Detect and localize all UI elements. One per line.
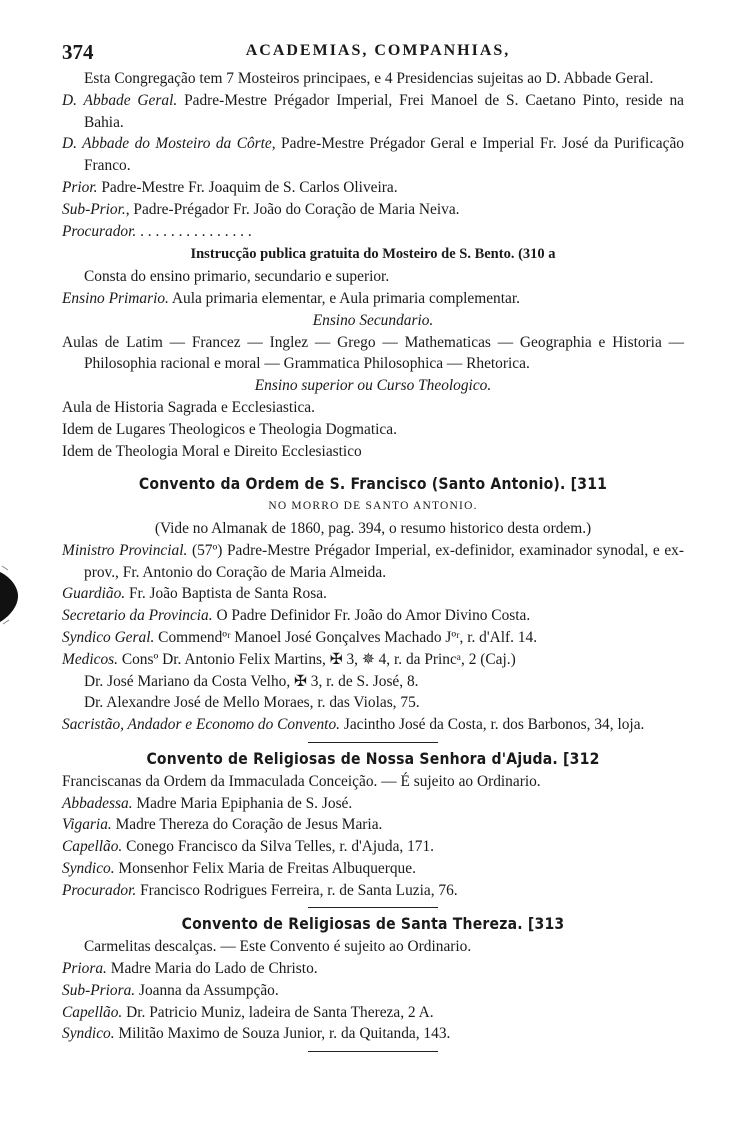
entry-text: Francisco Rodrigues Ferreira, r. de Santa Luzia, 76. [136, 881, 458, 899]
entry-priora [62, 958, 684, 980]
entry-sacristao [62, 714, 684, 736]
entry-text: Aula primaria elementar, e Aula primaria complementar. [168, 289, 520, 307]
section-subheading-morro: NO MORRO DE SANTO ANTONIO. [268, 500, 478, 513]
entry-text: Monsenhor Felix Maria de Freitas Albuquerque. [114, 859, 416, 877]
entry-capellao-thereza [62, 1002, 684, 1024]
entry-text: Madre Maria do Lado de Christo. [106, 960, 318, 978]
entry-label: D. Abbade Geral. [62, 91, 178, 109]
entry-label: Procurador. [62, 222, 137, 240]
entry-prior [62, 177, 684, 199]
section-heading-santa-thereza: Convento de Religiosas de Santa Thereza. [313 [181, 915, 565, 934]
page-body [62, 68, 684, 1058]
entry-vigaria [62, 814, 684, 836]
entry-label: Prior. [62, 178, 98, 196]
entry-label: Abbadessa. [62, 794, 133, 812]
entry-label: Medicos. [62, 650, 118, 668]
aula-lugares: Idem de Lugares Theologicos e Theologia Dogmatica. [62, 420, 397, 438]
ensino-intro: Consta do ensino primario, secundario e superior. [84, 268, 390, 286]
entry-text: (57º) Padre-Mestre Prégador Imperial, ex-definidor, examinador synodal, e ex-prov., Fr. Antonio do Coração de Maria Almeida. [84, 541, 684, 581]
entry-text: , Padre-Prégador Fr. João do Coração de Maria Neiva. [125, 200, 460, 218]
entry-text: Padre-Mestre Prégador Geral e Imperial Fr. José da Purificação Franco. [84, 135, 684, 175]
entry-procurador-ajuda [62, 880, 684, 902]
entry-text: Joanna da Assumpção. [135, 981, 279, 999]
entry-abbade-corte [62, 133, 684, 177]
entry-procurador [62, 221, 684, 243]
entry-text: Dr. Patricio Muniz, ladeira de Santa Thereza, 2 A. [122, 1003, 434, 1021]
entry-capellao-ajuda [62, 836, 684, 858]
section-heading-ajuda: Convento de Religiosas de Nossa Senhora d'Ajuda. [312 [146, 749, 600, 768]
entry-label: Vigaria. [62, 816, 112, 834]
entry-secretario [62, 605, 684, 627]
entry-label: Capellão. [62, 1003, 123, 1021]
entry-abbadessa [62, 793, 684, 815]
entry-text: Commendºʳ Manoel José Gonçalves Machado Jºʳ, r. d'Alf. 14. [154, 628, 538, 646]
binding-mark-icon [0, 562, 20, 628]
entry-label: Sacristão, Andador e Economo do Convento. [62, 716, 341, 734]
entry-label: Syndico Geral. [62, 628, 155, 646]
entry-text: Padre-Mestre Prégador Imperial, Frei Manoel de S. Caetano Pinto, reside na Bahia. [84, 91, 684, 131]
entry-abbade-geral [62, 90, 684, 134]
page-number: 374 [62, 40, 94, 64]
aula-theologia: Idem de Theologia Moral e Direito Ecclesiastico [62, 442, 362, 460]
entry-medico-3: Dr. Alexandre José de Mello Moraes, r. das Violas, 75. [84, 694, 420, 712]
spacer [62, 462, 684, 474]
entry-label: D. Abbade do Mosteiro da Côrte, [62, 135, 276, 153]
ajuda-intro: Franciscanas da Ordem da Immaculada Conceição. — É sujeito ao Ordinario. [62, 772, 541, 790]
entry-medico-2: Dr. José Mariano da Costa Velho, ✠ 3, r. de S. José, 8. [84, 672, 419, 690]
entry-label: Ministro Provincial. [62, 541, 188, 559]
entry-syndico-geral [62, 627, 684, 649]
entry-text: . . . . . . . . . . . . . . . [136, 222, 252, 240]
entry-sub-priora [62, 980, 684, 1002]
subheading-secundario: Ensino Secundario. [312, 311, 434, 329]
entry-text: Madre Thereza do Coração de Jesus Maria. [111, 816, 383, 834]
entry-text: O Padre Definidor Fr. João do Amor Divino Costa. [212, 607, 531, 625]
entry-ministro [62, 540, 684, 584]
entry-label: Sub-Priora. [62, 981, 136, 999]
entry-text: Jacintho José da Costa, r. dos Barbonos, 34, loja. [340, 716, 645, 734]
subheading-superior: Ensino superior ou Curso Theologico. [254, 377, 492, 395]
section-heading-instrucao: Instrucção publica gratuita do Mosteiro de S. Bento. (310 a [190, 246, 556, 263]
entry-text: Consº Dr. Antonio Felix Martins, ✠ 3, ✵ 4, r. da Princᵃ, 2 (Caj.) [118, 650, 516, 668]
aulas-list: Aulas de Latim — Francez — Inglez — Grego — Mathematicas — Geographia e Historia — Philosophia racional e moral — Grammatica Philosophica — Rhetorica. [62, 333, 684, 373]
entry-label: Syndico. [62, 1025, 115, 1043]
thereza-intro: Carmelitas descalças. — Este Convento é sujeito ao Ordinario. [84, 938, 472, 956]
entry-label: Guardião. [62, 585, 126, 603]
divider [308, 1051, 438, 1052]
entry-label: Procurador. [62, 881, 137, 899]
running-title: ACADEMIAS, COMPANHIAS, [245, 42, 511, 59]
entry-label: Secretario da Provincia. [62, 607, 213, 625]
entry-syndico-thereza [62, 1023, 684, 1045]
almanak-note: (Vide no Almanak de 1860, pag. 394, o resumo historico desta ordem.) [154, 519, 592, 537]
entry-text: Fr. João Baptista de Santa Rosa. [125, 585, 327, 603]
entry-guardiao [62, 583, 684, 605]
entry-label: Capellão. [62, 838, 123, 856]
congregation-intro: Esta Congregação tem 7 Mosteiros principaes, e 4 Presidencias sujeitas ao D. Abbade Geral. [84, 70, 654, 87]
entry-text: Padre-Mestre Fr. Joaquim de S. Carlos Oliveira. [97, 178, 398, 196]
running-header [62, 40, 694, 64]
entry-medicos [62, 649, 684, 671]
entry-text: Madre Maria Epiphania de S. José. [132, 794, 353, 812]
entry-text: Conego Francisco da Silva Telles, r. d'Ajuda, 171. [122, 838, 435, 856]
entry-sub-prior [62, 199, 684, 221]
section-heading-sao-francisco: Convento da Ordem de S. Francisco (Santo Antonio). [311 [138, 475, 608, 494]
entry-syndico-ajuda [62, 858, 684, 880]
entry-label: Priora. [62, 960, 107, 978]
entry-label: Ensino Primario. [62, 289, 169, 307]
entry-label: Syndico. [62, 859, 115, 877]
entry-text: Militão Maximo de Souza Junior, r. da Quitanda, 143. [114, 1025, 451, 1043]
aula-historia: Aula de Historia Sagrada e Ecclesiastica. [62, 398, 315, 416]
entry-ensino-primario [62, 288, 684, 310]
divider [308, 742, 438, 743]
entry-label: Sub-Prior. [62, 200, 126, 218]
divider [308, 907, 438, 908]
